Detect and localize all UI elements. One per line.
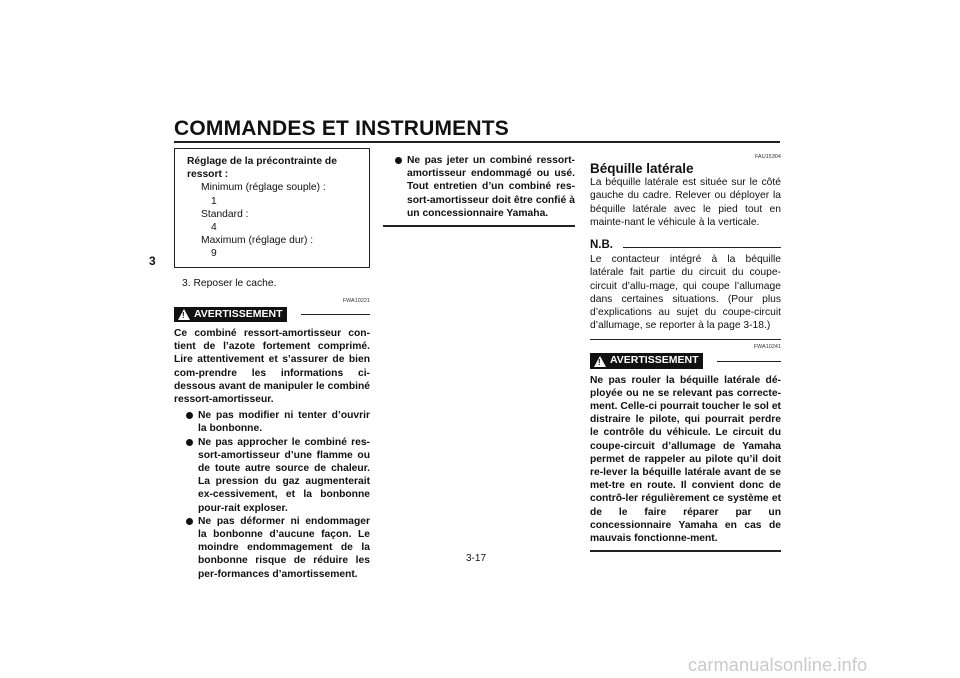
bullet-icon: [186, 439, 193, 446]
warning-icon: !: [178, 309, 190, 320]
section-body: La béquille latérale est située sur le côté gauche du cadre. Relever ou déployer la béquille latérale avec le pied tout en mainte-nant le véhicule à la verticale.: [590, 177, 781, 228]
watermark: carmanualsonline.info: [688, 655, 868, 675]
warning-bullet: Ne pas approcher le combiné res-sort-amortisseur d’une flamme ou de toute autre source de chaleur. La pression du gaz augmenterait ex-cessivement, et la bonbonne pour-rait exploser.: [174, 436, 370, 515]
warning-code: FWA10221: [342, 297, 370, 304]
warning-badge: [590, 353, 703, 368]
warning-rule: [717, 361, 781, 362]
section-code: FAU15304: [755, 154, 781, 160]
warning-header: [174, 307, 370, 322]
chapter-tab: 3: [149, 254, 156, 268]
header-rule: [174, 141, 780, 143]
spec-label: Maximum (réglage dur) :: [201, 235, 314, 247]
warning-rule: [301, 314, 370, 315]
spec-box: [174, 148, 370, 268]
warning-bullet: Ne pas modifier ni tenter d’ouvrir la bonbonne.: [174, 409, 370, 435]
warning-label: AVERTISSEMENT: [194, 307, 283, 320]
note-text: Le contacteur intégré à la béquille latérale fait partie du circuit du coupe-circuit d’allu-mage, qui coupe l’allumage dans certaines situations. (Pour plus d’explications au sujet du coupe-circuit d’allumage, se reporter à la page 3-18.): [590, 254, 781, 332]
step-3: 3. Reposer le cache.: [182, 277, 277, 289]
warning-intro: Ce combiné ressort-amortisseur con-tient de l’azote fortement comprimé. Lire attentivement et s’assurer de bien com-prendre les informations ci-dessous avant de manipuler le combiné ressort-amortisseur.: [174, 328, 370, 406]
warning-label: AVERTISSEMENT: [610, 354, 699, 367]
spec-value: 9: [211, 248, 217, 260]
warning-bullet: Ne pas déformer ni endommager la bonbonne d’aucune façon. Le moindre endommagement de la bonbonne risque de réduire les per-formances d’amortissement.: [174, 515, 370, 581]
spec-value: 1: [211, 195, 217, 207]
bullet-icon: [395, 157, 402, 164]
spec-label: Minimum (réglage souple) :: [201, 182, 326, 194]
page-title: COMMANDES ET INSTRUMENTS: [174, 117, 509, 140]
spec-label: Standard :: [201, 208, 249, 220]
warning-icon: !: [594, 356, 606, 367]
spec-value: 4: [211, 222, 217, 234]
warning-bullet: Ne pas jeter un combiné ressort-amortisseur endommagé ou usé. Tout entretien d’un combiné res-sort-amortisseur doit être confié à un concessionnaire Yamaha.: [383, 154, 575, 220]
column-right: [590, 154, 781, 552]
bullet-icon: [186, 518, 193, 525]
spec-title: Réglage de la précontrainte de ressort :: [187, 156, 337, 181]
column-middle: [383, 154, 575, 227]
note-header: [590, 239, 781, 252]
column-left: [174, 148, 370, 581]
note-label: N.B.: [590, 239, 613, 252]
warning-end-rule: [383, 225, 575, 227]
note-rule: [623, 247, 781, 248]
warning-bullet-list: [383, 154, 575, 220]
warning-bullet-list: [174, 409, 370, 581]
warning-header: [590, 353, 781, 368]
warning-badge: [174, 307, 287, 322]
bullet-icon: [186, 412, 193, 419]
page-number: 3-17: [466, 553, 487, 564]
warning-code: FWA10241: [753, 344, 781, 351]
section-title: Béquille latérale: [590, 161, 694, 176]
warning-text: Ne pas rouler la béquille latérale dé-ployée ou ne se relevant pas correcte-ment. Celle-ci pourrait toucher le sol et distraire le pilote, qui pourrait perdre le contrôle du véhicule. Le circuit du coupe-circuit d’allumage de Yamaha permet de rappeler au pilote qu’il doit re-lever la béquille latérale avant de se met-tre en route. Il convient donc de contrô-ler régulièrement ce système et de le faire réparer par un concessionnaire Yamaha en cas de mauvais fonctionne-ment.: [590, 374, 781, 545]
note-end-rule: [590, 339, 781, 340]
warning-end-rule: [590, 550, 781, 552]
